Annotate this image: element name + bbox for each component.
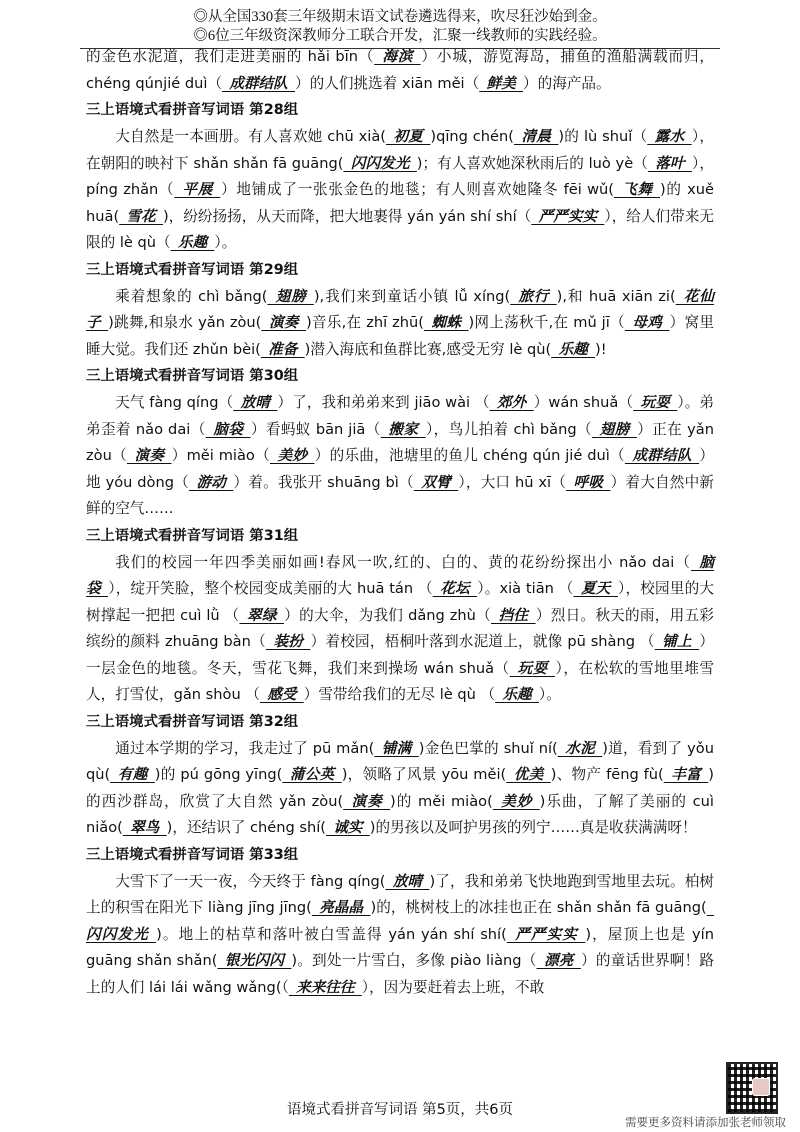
prompt-text: )跳舞,和泉水 yǎn zòu( (108, 314, 262, 331)
answer-word: 优美 (506, 766, 551, 783)
prompt-text: )qīng chén( (430, 128, 514, 145)
prompt-text: 乘着想象的 chì bǎng( (115, 287, 268, 305)
prompt-text: ）地铺成了一张张金色的地毯；有人则喜欢她隆冬 fēi wǔ( (220, 181, 614, 198)
answer-word: 铺满 (374, 739, 419, 757)
answer-word: 翅膀 (267, 287, 314, 305)
answer-word: 落叶 (647, 154, 692, 172)
answer-word: 银光闪闪 (217, 952, 292, 969)
prompt-text: ），给人们带来无限的 lè qù（ (86, 207, 714, 251)
prompt-text: )金色巴掌的 shuǐ ní( (418, 739, 558, 757)
prompt-text: ）着校园，梧桐叶落到水泥道上，就像 pū shàng （ (310, 633, 655, 650)
section-paragraph (86, 869, 714, 1002)
answer-word: 水泥 (557, 739, 603, 757)
avatar (752, 1078, 770, 1096)
prompt-text: ）的海产品。 (523, 74, 611, 92)
answer-word: 呼吸 (566, 473, 611, 491)
answer-word: 玩耍 (509, 659, 556, 677)
prompt-text: ）看蚂蚁 bān jiā（ (250, 420, 381, 438)
answer-word: 旅行 (510, 287, 557, 305)
header-line-1: ◎从全国330套三年级期末语文试卷遴选得来，吹尽狂沙始到金。 (193, 9, 607, 25)
prompt-text: ），校园里的大树撑起一把把 cuì lǜ （ (86, 580, 714, 624)
prompt-text: ），因为要赶着去上班，不敢 (361, 978, 545, 996)
prompt-text: ）的人们挑选着 xiān měi（ (295, 74, 480, 92)
worksheet-body (86, 44, 714, 1001)
prompt-text: 大雪下了一天一夜，今天终于 fàng qíng( (115, 872, 386, 890)
prompt-text: ）小城，游览海岛，捕鱼的渔船满载而归，chéng qúnjié duì（ (86, 48, 714, 92)
prompt-text: ）的大伞，为我们 dǎng zhù（ (284, 606, 491, 624)
prompt-text: ），píng zhǎn（ (86, 154, 714, 198)
prompt-text: ）了，我和弟弟来到 jiāo wài （ (277, 394, 490, 411)
prompt-text: )网上荡秋千,在 mǔ jī（ (468, 314, 625, 331)
answer-word: 蒲公英 (282, 766, 342, 783)
prompt-text: )；有人喜欢她深秋雨后的 luò yè（ (416, 154, 648, 172)
answer-word: 双臂 (413, 473, 459, 491)
prompt-text: )，还结识了 chéng shí( (166, 819, 326, 836)
answer-word: 漂亮 (536, 952, 581, 969)
prompt-text: ），鸟儿拍着 chì bǎng（ (425, 420, 592, 438)
prompt-text: ）窝里睡大觉。我们还 zhǔn bèi( (86, 314, 714, 358)
prompt-text: ）着。我张开 shuāng bì（ (233, 473, 414, 491)
answer-word: 母鸡 (624, 314, 670, 331)
answer-word: 严严实实 (506, 925, 586, 943)
prompt-text: ）wán shuǎ（ (533, 394, 634, 411)
answer-word: 美妙 (492, 792, 540, 810)
answer-word: 成群结队 (222, 74, 296, 92)
prompt-text: )的 xuě huā( (86, 181, 714, 225)
prompt-text: ),我们来到童话小镇 lǚ xíng( (313, 287, 511, 305)
prompt-text: ）烈日。秋天的雨，用五彩缤纷的颜料 zhuāng bàn（ (86, 606, 714, 650)
prompt-text: )的 lù shuǐ（ (558, 128, 648, 145)
page-header (0, 8, 800, 49)
answer-word: 来来往往 (288, 978, 362, 996)
prompt-text: ）。弟弟歪着 nǎo dai（ (86, 394, 715, 438)
prompt-text: )的男孩以及呵护男孩的列宁……真是收获满满呀！ (369, 819, 697, 836)
answer-word: 初夏 (385, 128, 431, 145)
answer-word: 脑袋 (86, 553, 714, 597)
prompt-text: )潜入海底和鱼群比赛,感受无穷 lè qù( (304, 340, 552, 358)
prompt-text: )，纷纷扬扬，从天而降，把大地裹得 yán yán shí shí（ (162, 207, 532, 225)
answer-word: 清晨 (513, 128, 559, 145)
answer-word: 演奏 (261, 314, 306, 331)
answer-word: 翠绿 (239, 606, 284, 624)
answer-word: 准备 (260, 340, 305, 358)
prompt-text: ）。xià tiān （ (477, 580, 574, 597)
answer-word: 闪闪发光 (343, 154, 417, 172)
prompt-text: 我们的校园一年四季美丽如画!春风一吹,红的、白的、黄的花纷纷探出小 nǎo dai（ (115, 553, 692, 571)
prompt-text: ），绽开笑脸，整个校园变成美丽的大 huā tán （ (108, 580, 433, 597)
header-line-2: ◎6位三年级资深教师分工联合开发，汇聚一线教师的实践经验。 (193, 28, 607, 44)
answer-word: 花仙子 (86, 287, 714, 331)
answer-word: 装扮 (265, 633, 311, 650)
prompt-text: )音乐,在 zhī zhū( (305, 314, 424, 331)
prompt-text: )了，我和弟弟飞快地跑到雪地里去玩。柏树上的积雪在阳光下 liàng jīng jīng( (86, 872, 714, 916)
answer-word: 丰富 (663, 766, 709, 783)
prompt-text: )。到处一片雪白，多像 piào liàng（ (291, 952, 537, 969)
answer-word: 挡住 (491, 606, 536, 624)
prompt-text: )道，看到了 yǒu qù( (86, 739, 714, 783)
section-paragraph (86, 736, 714, 842)
section-title: 三上语境式看拼音写词语 第31组 (86, 527, 299, 544)
section-paragraph (86, 124, 714, 257)
answer-word: 花坛 (432, 580, 478, 597)
answer-word: 铺上 (654, 633, 700, 650)
section-title: 三上语境式看拼音写词语 第29组 (86, 261, 299, 278)
prompt-text: )的 měi miào( (390, 792, 493, 810)
section-paragraph (86, 390, 714, 523)
prompt-text: ）měi miào（ (171, 447, 270, 464)
prompt-text: 通过本学期的学习，我走过了 pū mǎn( (115, 739, 375, 757)
answer-word: 夏天 (573, 580, 618, 597)
prompt-text: )，领略了风景 yōu měi( (341, 766, 507, 783)
prompt-text: ）着大自然中新鲜的空气…… (86, 473, 714, 517)
answer-word: 玩耍 (633, 394, 678, 411)
answer-word: 郊外 (489, 394, 534, 411)
prompt-text: 天气 fàng qíng（ (115, 394, 234, 411)
prompt-text: )乐曲，了解了美丽的 cuì niǎo( (86, 792, 714, 836)
answer-word: 雪花 (119, 207, 163, 225)
answer-word: 飞舞 (614, 181, 660, 198)
answer-word: 严严实实 (531, 207, 605, 225)
section-title: 三上语境式看拼音写词语 第32组 (86, 713, 299, 730)
prompt-text: )、物产 fēng fù( (550, 766, 664, 783)
answer-word: 美妙 (269, 447, 315, 464)
section-paragraph (86, 284, 714, 364)
prompt-text: ）的乐曲，池塘里的鱼儿 chéng qún jié duì（ (314, 447, 625, 464)
prompt-text: )! (595, 340, 607, 358)
section-title: 三上语境式看拼音写词语 第28组 (86, 102, 299, 118)
prompt-text: )的，桃树枝上的冰挂也正在 shǎn shǎn fā guāng( (370, 899, 707, 916)
prompt-text: )。地上的枯草和落叶被白雪盖得 yán yán shí shí( (156, 925, 507, 943)
answer-word: 乐趣 (495, 686, 539, 703)
section-title: 三上语境式看拼音写词语 第33组 (86, 846, 299, 863)
answer-word: 演奏 (343, 792, 391, 810)
answer-word: 脑袋 (205, 420, 251, 438)
prompt-text: ）的童话世界啊！路上的人们 lái lái wǎng wǎng(（ (86, 952, 714, 996)
answer-word: 成群结队 (624, 447, 700, 464)
answer-word: 搬家 (380, 420, 426, 438)
answer-word: 乐趣 (170, 234, 215, 251)
prompt-text: ）正在 yǎn zòu（ (86, 420, 714, 464)
prompt-text: )，屋顶上也是 yín guāng shǎn shǎn( (86, 925, 714, 969)
answer-word: 平展 (174, 181, 221, 198)
prompt-text: 大自然是一本画册。有人喜欢她 chū xià( (115, 128, 386, 145)
answer-word: 露水 (647, 128, 692, 145)
answer-word: 放晴 (385, 872, 430, 890)
prompt-text: ），在朝阳的映衬下 shǎn shǎn fā guāng( (86, 128, 714, 172)
answer-word: 闪闪发光 (86, 899, 714, 943)
page-footer: 语境式看拼音写词语 第5页，共6页 (286, 1102, 514, 1118)
prompt-text: 的金色水泥道，我们走进美丽的 hǎi bīn（ (86, 48, 375, 65)
section-title: 三上语境式看拼音写词语 第30组 (86, 368, 299, 384)
answer-word: 演奏 (126, 447, 172, 464)
prompt-text: ）一层金色的地毯。冬天，雪花飞舞，我们来到操场 wán shuǎ（ (86, 633, 714, 677)
answer-word: 游动 (188, 473, 234, 491)
prompt-text: ),和 huā xiān zi( (556, 287, 676, 305)
answer-word: 感受 (259, 686, 304, 703)
answer-word: 放晴 (233, 394, 278, 411)
prompt-text: )的 pú gōng yīng( (154, 766, 283, 783)
answer-word: 鲜美 (479, 74, 524, 92)
prompt-text: ）地 yóu dòng（ (86, 447, 714, 491)
prompt-text: ），大口 hū xī（ (458, 473, 567, 491)
prompt-text: ），在松软的雪地里堆雪人，打雪仗，gǎn shòu （ (86, 659, 714, 703)
prompt-text: )的西沙群岛，欣赏了大自然 yǎn zòu( (86, 766, 714, 810)
answer-word: 亮晶晶 (311, 899, 371, 916)
answer-word: 海滨 (374, 48, 421, 65)
section-paragraph (86, 550, 714, 709)
prompt-text: ）。 (214, 234, 237, 251)
answer-word: 翅膀 (591, 420, 637, 438)
answer-word: 诚实 (325, 819, 370, 836)
continued-paragraph (86, 44, 714, 97)
contact-note: 需要更多资料请添加张老师领取 (625, 1115, 786, 1129)
answer-word: 有趣 (110, 766, 155, 783)
answer-word: 乐趣 (551, 340, 596, 358)
answer-word: 蜘蛛 (423, 314, 469, 331)
answer-word: 翠鸟 (122, 819, 167, 836)
prompt-text: ）雪带给我们的无尽 lè qù （ (303, 686, 496, 703)
prompt-text: ）。 (538, 686, 561, 703)
